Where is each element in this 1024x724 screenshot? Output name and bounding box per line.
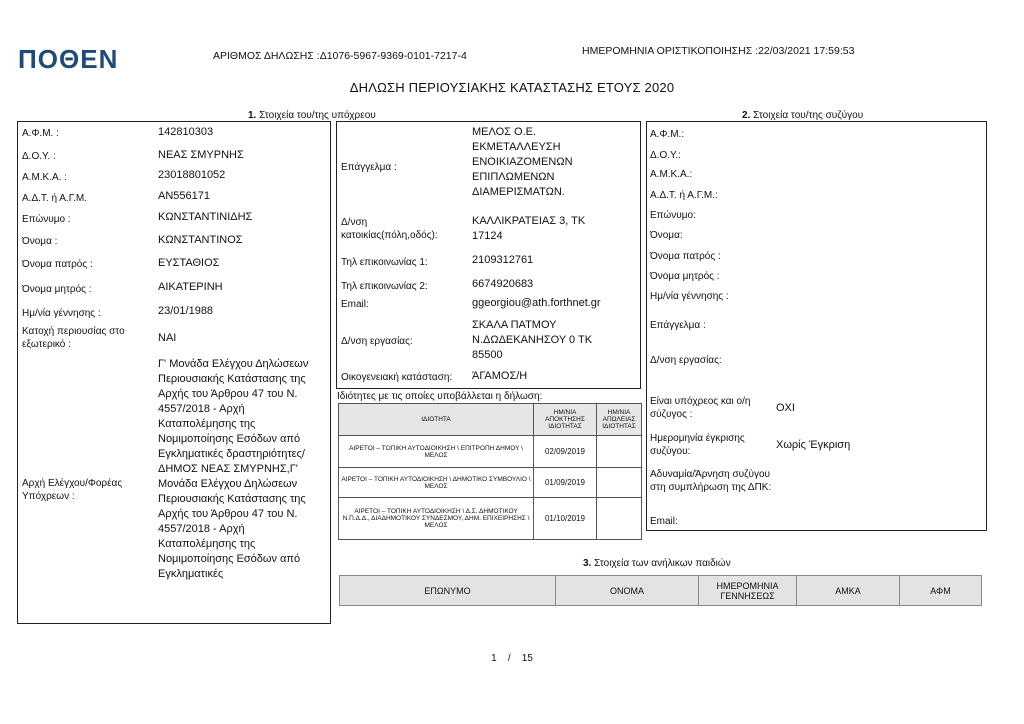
profession-value: ΜΕΛΟΣ Ο.Ε. ΕΚΜΕΤΑΛΛΕΥΣΗ ΕΝΟΙΚΙΑΖΟΜΕΝΩΝ ΕΠΙΠΛΩΜΕΝΩΝ ΔΙΑΜΕΡΙΣΜΑΤΩΝ. [472,126,573,198]
page-total: 15 [521,653,533,664]
authority-label: Αρχή Ελέγχου/Φορέας Υπόχρεων : [22,478,123,502]
work-address-label: Δ/νση εργασίας: [341,336,413,347]
doy-label: Δ.Ο.Υ. : [22,151,56,162]
surname-label: Επώνυμο : [22,214,71,225]
spouse-obligated-value: ΟΧΙ [776,402,795,414]
spouse-afm-label: Α.Φ.Μ.: [650,129,685,140]
capacities-table [338,403,642,540]
spouse-dob-label: Ημ/νία γέννησης : [650,291,729,302]
doy-value: ΝΕΑΣ ΣΜΥΡΝΗΣ [158,149,244,161]
spouse-approval-value: Χωρίς Έγκριση [776,439,851,451]
capacity-from: 01/09/2019 [534,468,597,498]
children-header-name: ΟΝΟΜΑ [556,576,699,606]
name-value: ΚΩΝΣΤΑΝΤΙΝΟΣ [158,234,243,246]
declaration-number: ΑΡΙΘΜΟΣ ΔΗΛΩΣΗΣ :Δ1076-5967-9369-0101-7217-4 [213,50,467,62]
table-row [339,436,642,468]
section2-title: Στοιχεία του/της συζύγου [753,110,864,121]
spouse-doy-label: Δ.Ο.Υ.: [650,150,681,161]
profession-label: Επάγγελμα : [341,162,397,173]
email-value: ggeorgiou@ath.forthnet.gr [472,297,601,309]
page-separator: / [507,653,511,664]
capacities-header-from: ΗΜ/ΝΙΑ ΑΠΟΚΤΗΣΗΣ ΙΔΙΟΤΗΤΑΣ [534,404,597,436]
capacity-from: 01/10/2019 [534,498,597,540]
address-label: Δ/νση κατοικίας(πόλη,οδός): [341,217,438,241]
abroad-label: Κατοχή περιουσίας στο εξωτερικό : [22,326,125,350]
section1-heading [248,110,376,121]
table-row [339,498,642,540]
phone2-value: 6674920683 [472,278,534,290]
section3-number: 3. [583,558,592,569]
afm-value: 142810303 [158,126,214,138]
capacity-role: ΑΙΡΕΤΟΙ – ΤΟΠΙΚΗ ΑΥΤΟΔΙΟΙΚΗΣΗ \ ΔΗΜΟΤΙΚΟ ΣΥΜΒΟΥΛΙΟ \ ΜΕΛΟΣ [339,468,534,498]
work-address-value: ΣΚΑΛΑ ΠΑΤΜΟΥ Ν.ΔΩΔΕΚΑΝΗΣΟΥ 0 ΤΚ 85500 [472,319,593,361]
section3-title: Στοιχεία των ανήλικων παιδιών [594,558,731,569]
spouse-father-label: Όνομα πατρός : [650,251,721,262]
page-indicator [0,653,1024,664]
section1-title: Στοιχεία του/της υπόχρεου [259,110,376,121]
adt-value: ΑΝ556171 [158,190,210,202]
capacity-role: ΑΙΡΕΤΟΙ – ΤΟΠΙΚΗ ΑΥΤΟΔΙΟΙΚΗΣΗ \ Δ.Σ. ΔΗΜΟΤΙΚΟΥ Ν.Π.Δ.Δ., ΔΙΑΔΗΜΟΤΙΚΟΥ ΣΥΝΔΕΣΜΟΥ, ΔΗΜ. ΕΠΙΧΕΙΡΗΣΗΣ \ ΜΕΛΟΣ [339,498,534,540]
marital-value: ΆΓΑΜΟΣ/Η [472,370,528,382]
capacity-from: 02/09/2019 [534,436,597,468]
spouse-adt-label: Α.Δ.Τ. ή Α.Γ.Μ.: [650,190,718,201]
dob-label: Ημ/νία γέννησης : [22,308,101,319]
email-label: Email: [341,299,369,310]
capacities-header-row [339,404,642,436]
spouse-surname-label: Επώνυμο: [650,210,696,221]
abroad-value: ΝΑΙ [158,332,177,344]
finalization-date: ΗΜΕΡΟΜΗΝΙΑ ΟΡΙΣΤΙΚΟΠΟΙΗΣΗΣ :22/03/2021 17:59:53 [582,45,855,57]
name-label: Όνομα : [22,236,58,247]
spouse-work-label: Δ/νση εργασίας: [650,355,722,366]
amka-label: Α.Μ.Κ.Α. : [22,172,68,183]
section2-number: 2. [742,110,751,121]
surname-value: ΚΩΝΣΤΑΝΤΙΝΙΔΗΣ [158,211,253,223]
authority-value: Γ' Μονάδα Ελέγχου Δηλώσεων Περιουσιακής Κατάστασης της Αρχής του Άρθρου 47 του Ν. 4557/2018 - Αρχή Καταπολέμησης της Νομιμοποίησης Εσόδων από Εγκληματικές δραστηριότητες/ΔΗΜΟΣ ΝΕΑΣ ΣΜΥΡΝΗΣ,Γ' Μονάδα Ελέγχου Δηλώσεων Περιουσιακής Κατάστασης της Αρχής του Άρθρου 47 του Ν. 4557/2018 - Αρχή Καταπολέμησης της Νομιμοποίησης Εσόδων από Εγκληματικές [158,358,309,580]
phone1-label: Τηλ επικοινωνίας 1: [341,257,428,268]
phone2-label: Τηλ επικοινωνίας 2: [341,281,428,292]
adt-label: Α.Δ.Τ. ή Α.Γ.Μ. [22,193,88,204]
children-header-row [340,576,982,606]
mother-value: ΑΙΚΑΤΕΡΙΝΗ [158,281,223,293]
spouse-approval-label: Ημερομηνία έγκρισης συζύγου: [650,433,745,457]
phone1-value: 2109312761 [472,254,534,266]
capacities-header-to: ΗΜ/ΝΙΑ ΑΠΩΛΕΙΑΣ ΙΔΙΟΤΗΤΑΣ [597,404,642,436]
spouse-name-label: Όνομα: [650,230,683,241]
address-value: ΚΑΛΛΙΚΡΑΤΕΙΑΣ 3, ΤΚ 17124 [472,215,586,242]
page-title: ΔΗΛΩΣΗ ΠΕΡΙΟΥΣΙΑΚΗΣ ΚΑΤΑΣΤΑΣΗΣ ΕΤΟΥΣ 2020 [349,80,675,95]
spouse-profession-label: Επάγγελμα : [650,320,706,331]
capacity-to [597,498,642,540]
father-label: Όνομα πατρός : [22,259,93,270]
capacity-to [597,468,642,498]
spouse-amka-label: Α.Μ.Κ.Α.: [650,169,693,180]
father-value: ΕΥΣΤΑΘΙΟΣ [158,257,220,269]
spouse-refusal-label: Αδυναμία/Άρνηση συζύγου στη συμπλήρωση της ΔΠΚ: [650,469,772,493]
capacity-role: ΑΙΡΕΤΟΙ – ΤΟΠΙΚΗ ΑΥΤΟΔΙΟΙΚΗΣΗ \ ΕΠΙΤΡΟΠΗ ΔΗΜΟΥ \ ΜΕΛΟΣ [339,436,534,468]
mother-label: Όνομα μητρός : [22,284,92,295]
children-header-afm: ΑΦΜ [900,576,982,606]
afm-label: Α.Φ.Μ. : [22,128,59,139]
marital-label: Οικογενειακή κατάσταση: [341,372,453,383]
spouse-email-label: Email: [650,516,678,527]
amka-value: 23018801052 [158,169,226,181]
section2-heading [742,110,863,121]
children-header-surname: ΕΠΩΝΥΜΟ [340,576,556,606]
dob-value: 23/01/1988 [158,305,214,317]
children-header-dob: ΗΜΕΡΟΜΗΝΙΑ ΓΕΝΝΗΣΕΩΣ [699,576,797,606]
spouse-mother-label: Όνομα μητρός : [650,271,720,282]
capacities-caption: Ιδιότητες με τις οποίες υποβάλλεται η δήλωση: [337,391,543,402]
section1-number: 1. [248,110,257,121]
section3-heading [583,558,731,569]
spouse-obligated-label: Είναι υπόχρεος και ο/η σύζυγος : [650,396,751,420]
children-header-amka: ΑΜΚΑ [797,576,900,606]
capacities-header-role: ΙΔΙΟΤΗΤΑ [339,404,534,436]
page-current: 1 [491,653,497,664]
children-table [339,575,982,606]
pothen-logo: ΠΟΘΕΝ [18,44,119,74]
capacity-to [597,436,642,468]
table-row [339,468,642,498]
